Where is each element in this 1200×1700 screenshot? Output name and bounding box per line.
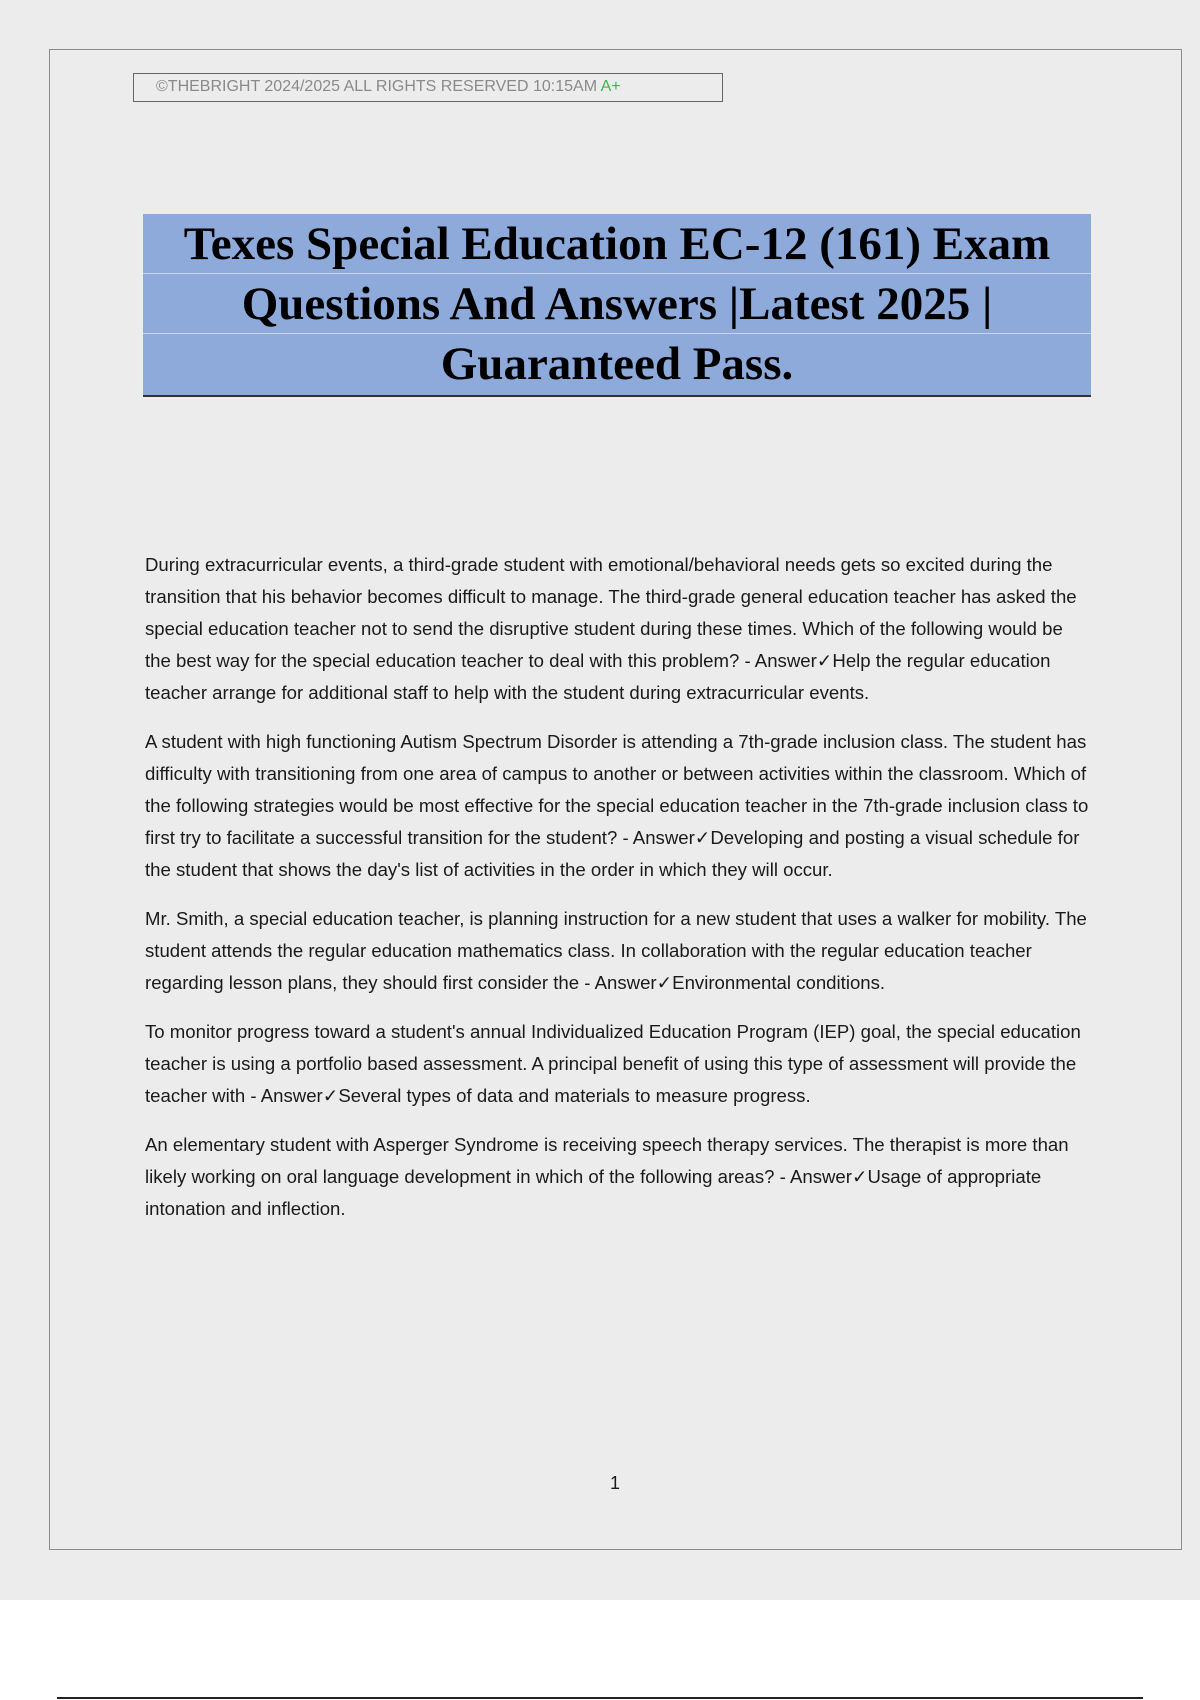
title-line-2: Questions And Answers |Latest 2025 | — [143, 274, 1091, 334]
qa-item: A student with high functioning Autism Spectrum Disorder is attending a 7th-grade inclusion class. The student has difficulty with transitioning from one area of campus to another or between activities within the classroom. Which of the following strategies would be most effective for the special education teacher in the 7th-grade inclusion class to first try to facilitate a successful transition for the student? - Answer✓Developing and posting a visual schedule for the student that shows the day's list of activities in the order in which they will occur. — [145, 731, 1089, 880]
qa-item: To monitor progress toward a student's annual Individualized Education Program (IEP) goal, the special education teacher is using a portfolio based assessment. A principal benefit of using this type of assessment will provide the teacher with - Answer✓Several types of data and materials to measure progress. — [145, 1021, 1081, 1106]
qa-item: Mr. Smith, a special education teacher, is planning instruction for a new student that uses a walker for mobility. The student attends the regular education mathematics class. In collaboration with the regular education teacher regarding lesson plans, they should first consider the - Answer✓Environmental conditions. — [145, 908, 1087, 993]
copyright-header — [133, 73, 723, 102]
title-line-1: Texes Special Education EC-12 (161) Exam — [143, 214, 1091, 274]
qa-list — [145, 549, 1090, 1242]
page-number: 1 — [609, 1473, 620, 1493]
qa-item: During extracurricular events, a third-grade student with emotional/behavioral needs gets so excited during the transition that his behavior becomes difficult to manage. The third-grade general education teacher has asked the special education teacher not to send the disruptive student during these times. Which of the following would be the best way for the special education teacher to deal with this problem? - Answer✓Help the regular education teacher arrange for additional staff to help with the student during extracurricular events. — [145, 554, 1077, 703]
copyright-text: ©THEBRIGHT 2024/2025 ALL RIGHTS RESERVED 10:15AM — [156, 78, 598, 95]
qa-item: An elementary student with Asperger Syndrome is receiving speech therapy services. The therapist is more than likely working on oral language development in which of the following areas? - Answer✓Usage of appropriate intonation and inflection. — [145, 1134, 1069, 1219]
bottom-divider — [57, 1697, 1143, 1699]
grade-badge: A+ — [600, 78, 621, 95]
document-title — [143, 214, 1091, 397]
title-line-3: Guaranteed Pass. — [440, 338, 794, 390]
